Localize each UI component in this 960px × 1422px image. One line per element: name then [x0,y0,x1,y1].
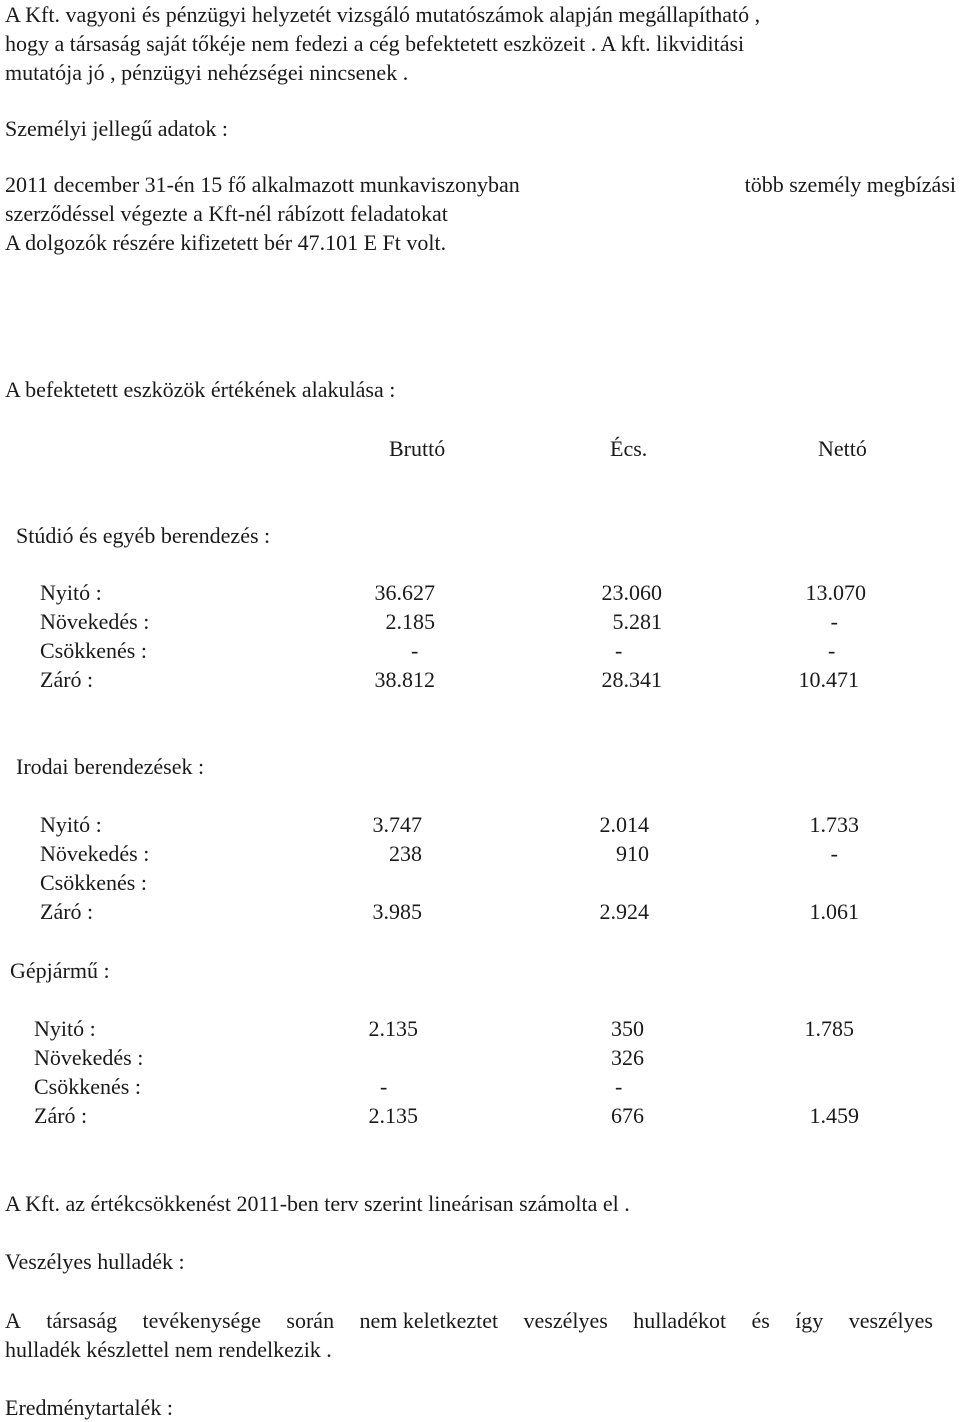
netto-value: 10.471 [798,667,859,692]
brutto-value: 2.135 [368,1016,418,1041]
hazardous-heading: Veszélyes hulladék : [5,1249,185,1274]
ecs-value: 2.014 [599,812,649,837]
brutto-value: 38.812 [374,667,435,692]
table-row [0,609,960,635]
table-row [0,1074,960,1100]
row-label: Nyitó : [40,580,102,605]
ecs-value: 23.060 [601,580,662,605]
group-title-office: Irodai berendezések : [16,754,205,779]
brutto-value: 238 [389,841,422,866]
ecs-value: 910 [616,841,649,866]
personal-line-2: szerződéssel végezte a Kft-nél rábízott feladatokat [5,201,448,226]
brutto-value: - [380,1074,388,1099]
netto-value: 1.733 [809,812,859,837]
assets-heading: A befektetett eszközök értékének alakulása : [5,377,396,402]
netto-value: 1.785 [804,1016,854,1041]
word: és [751,1308,770,1333]
table-row [0,812,960,838]
intro-line-2: hogy a társaság saját tőkéje nem fedezi a cég befektetett eszközeit . A kft. likviditási [5,31,745,56]
group-title-studio: Stúdió és egyéb berendezés : [16,523,271,548]
word: hulladékot [633,1308,727,1333]
row-label: Nyitó : [34,1016,96,1041]
word: veszélyes [523,1308,608,1333]
word: nem keletkeztet [359,1308,499,1333]
depreciation-note: A Kft. az értékcsökkenést 2011-ben terv szerint lineárisan számolta el . [5,1191,630,1216]
hazardous-line-2: hulladék készlettel nem rendelkezik . [5,1337,332,1362]
netto-value: - [830,841,838,866]
row-label: Csökkenés : [34,1074,141,1099]
row-label: Növekedés : [40,609,150,634]
ecs-value: 28.341 [601,667,662,692]
row-label: Nyitó : [40,812,102,837]
ecs-value: 2.924 [599,899,649,924]
personal-line-1-left: 2011 december 31-én 15 fő alkalmazott munkaviszonyban [5,172,520,197]
ecs-value: 350 [611,1016,644,1041]
ecs-value: - [615,638,623,663]
brutto-value: 3.747 [372,812,422,837]
row-label: Záró : [40,899,94,924]
row-label: Csökkenés : [40,638,147,663]
word: társaság [46,1308,118,1333]
intro-line-1: A Kft. vagyoni és pénzügyi helyzetét vizsgáló mutatószámok alapján megállapítható , [5,2,761,27]
brutto-value: 36.627 [374,580,435,605]
netto-value: - [828,638,836,663]
word: A [5,1308,21,1333]
group-title-vehicle: Gépjármű : [10,958,110,983]
table-row [0,638,960,664]
brutto-value: - [411,638,419,663]
row-label: Növekedés : [34,1045,144,1070]
column-header-netto: Nettó [818,436,867,461]
table-row [0,1016,960,1042]
table-row [0,1103,960,1129]
word: így [795,1308,824,1333]
brutto-value: 2.185 [385,609,435,634]
column-header-brutto: Bruttó [389,436,446,461]
ecs-value: 676 [611,1103,644,1128]
column-header-ecs: Écs. [610,436,648,461]
table-row [0,1045,960,1071]
ecs-value: 5.281 [612,609,662,634]
hazardous-line-1 [5,1308,933,1334]
table-row [0,667,960,693]
word: tevékenysége [142,1308,262,1333]
netto-value: 1.061 [809,899,859,924]
intro-line-3: mutatója jó , pénzügyi nehézségei nincsenek . [5,60,409,85]
row-label: Záró : [34,1103,88,1128]
row-label: Csökkenés : [40,870,147,895]
table-row [0,870,960,896]
ecs-value: 326 [611,1045,644,1070]
netto-value: 13.070 [805,580,866,605]
personal-line-1-right: több személy megbízási [744,172,956,197]
word: során [286,1308,335,1333]
brutto-value: 2.135 [368,1103,418,1128]
brutto-value: 3.985 [372,899,422,924]
netto-value: - [830,609,838,634]
ecs-value: - [615,1074,623,1099]
row-label: Növekedés : [40,841,150,866]
table-row [0,841,960,867]
word: veszélyes [848,1308,933,1333]
reserve-heading: Eredménytartalék : [5,1395,173,1420]
personal-line-3: A dolgozók részére kifizetett bér 47.101 E Ft volt. [5,230,447,255]
netto-value: 1.459 [809,1103,859,1128]
table-row [0,580,960,606]
row-label: Záró : [40,667,94,692]
personal-heading: Személyi jellegű adatok : [5,116,228,141]
table-row [0,899,960,925]
